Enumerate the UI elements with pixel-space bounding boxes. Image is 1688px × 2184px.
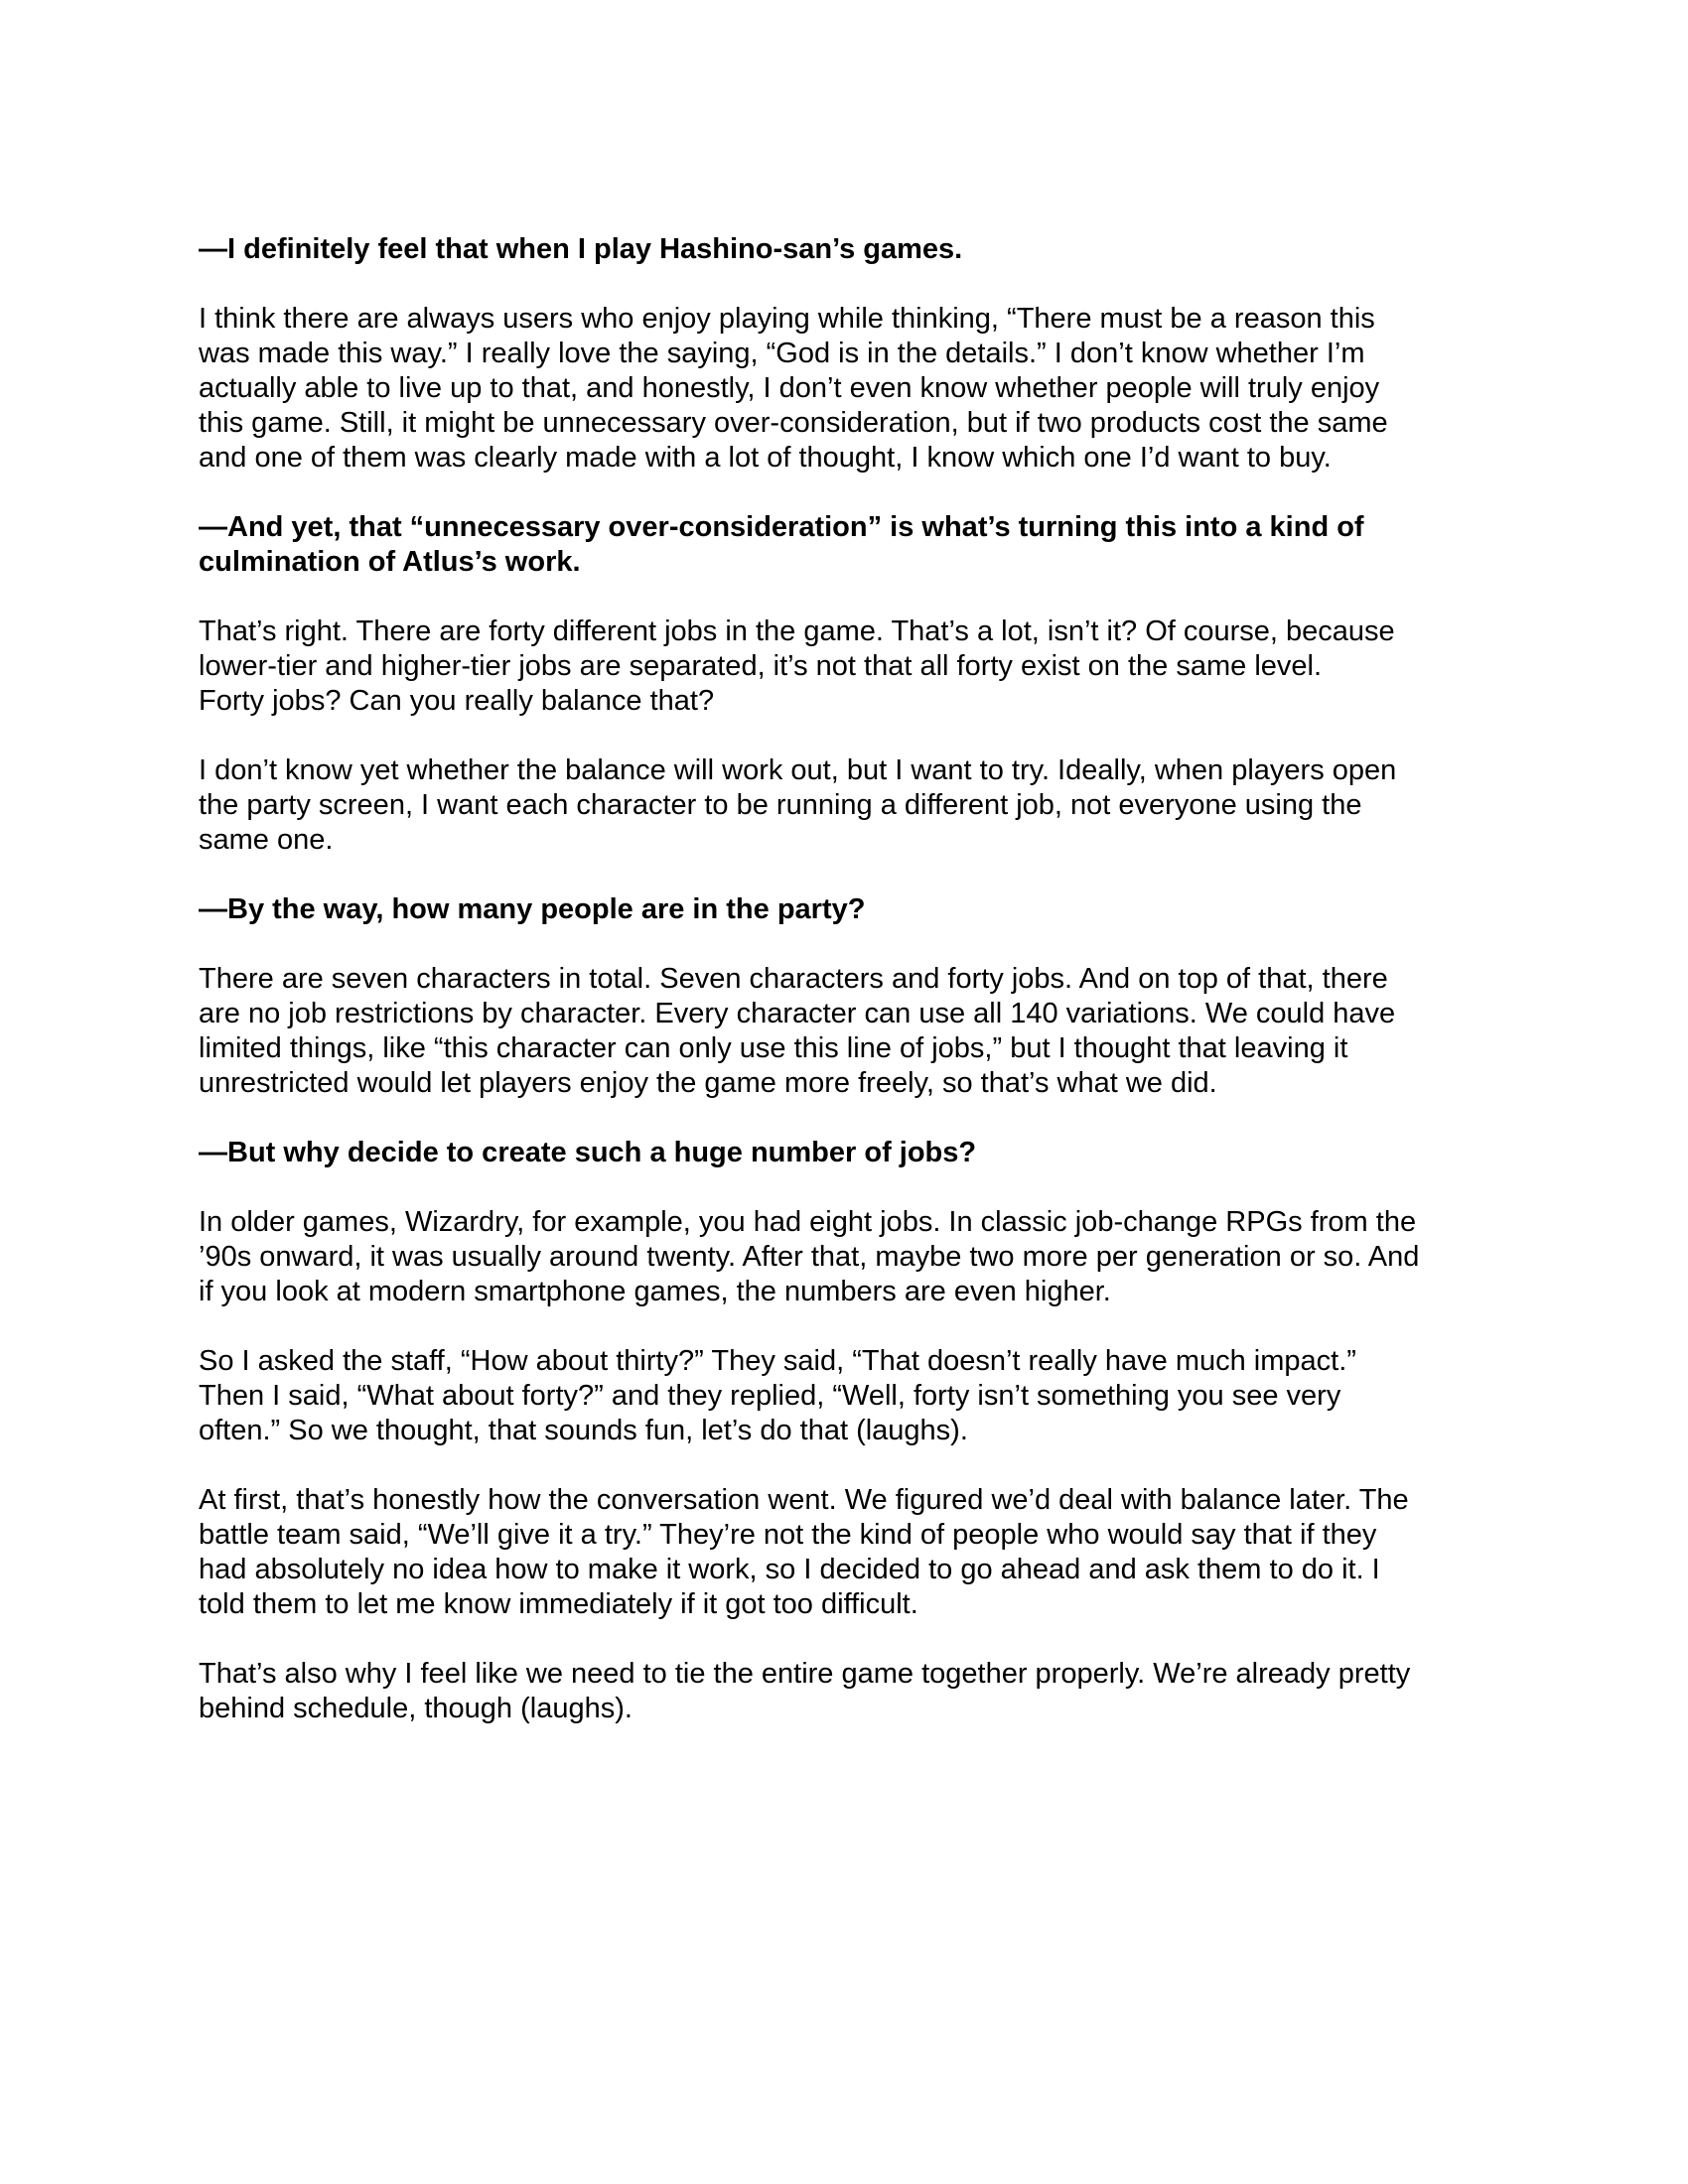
interview-answer: That’s also why I feel like we need to tie the entire game together properly. We’re already pretty behind schedule, though (laughs). [199,1658,1411,1724]
interview-answer: In older games, Wizardry, for example, you had eight jobs. In classic job-change RPGs from the ’90s onward, it was usually around twenty. After that, maybe two more per generation or so. And if you look at modern smartphone games, the numbers are even higher. [199,1206,1420,1307]
interview-question: —By the way, how many people are in the party? [199,893,866,925]
interview-answer: I think there are always users who enjoy playing while thinking, “There must be a reason this was made this way.” I really love the saying, “God is in the details.” I don’t know whether I’m actually able to live up to that, and honestly, I don’t even know whether people will truly enjoy this game. Still, it might be unnecessary over-consideration, but if two products cost the same and one of them was clearly made with a lot of thought, I know which one I’d want to buy. [199,303,1388,474]
interview-answer: That’s right. There are forty different jobs in the game. That’s a lot, isn’t it? Of course, because lower-tier and higher-tier jobs are separated, it’s not that all forty exist on the same level. Forty jobs? Can you really balance that? [199,615,1395,717]
interview-answer: At first, that’s honestly how the conversation went. We figured we’d deal with balance later. The battle team said, “We’ll give it a try.” They’re not the kind of people who would say that if they had absolutely no idea how to make it work, so I decided to go ahead and ask them to do it. I told them to let me know immediately if it got too difficult. [199,1484,1409,1620]
document-page [199,232,1499,1761]
interview-question: —But why decide to create such a huge number of jobs? [199,1137,977,1168]
interview-answer: There are seven characters in total. Seven characters and forty jobs. And on top of that, there are no job restrictions by character. Every character can use all 140 variations. We could have limited things, like “this character can only use this line of jobs,” but I thought that leaving it unrestricted would let players enjoy the game more freely, so that’s what we did. [199,963,1396,1099]
interview-question: —I definitely feel that when I play Hashino-san’s games. [199,233,963,265]
interview-answer: I don’t know yet whether the balance will work out, but I want to try. Ideally, when players open the party screen, I want each character to be running a different job, not everyone using the same one. [199,754,1397,856]
interview-answer: So I asked the staff, “How about thirty?” They said, “That doesn’t really have much impact.” Then I said, “What about forty?” and they replied, “Well, forty isn’t something you see very often.” So we thought, that sounds fun, let’s do that (laughs). [199,1345,1356,1446]
interview-question: —And yet, that “unnecessary over-consideration” is what’s turning this into a kind of culmination of Atlus’s work. [199,511,1364,578]
